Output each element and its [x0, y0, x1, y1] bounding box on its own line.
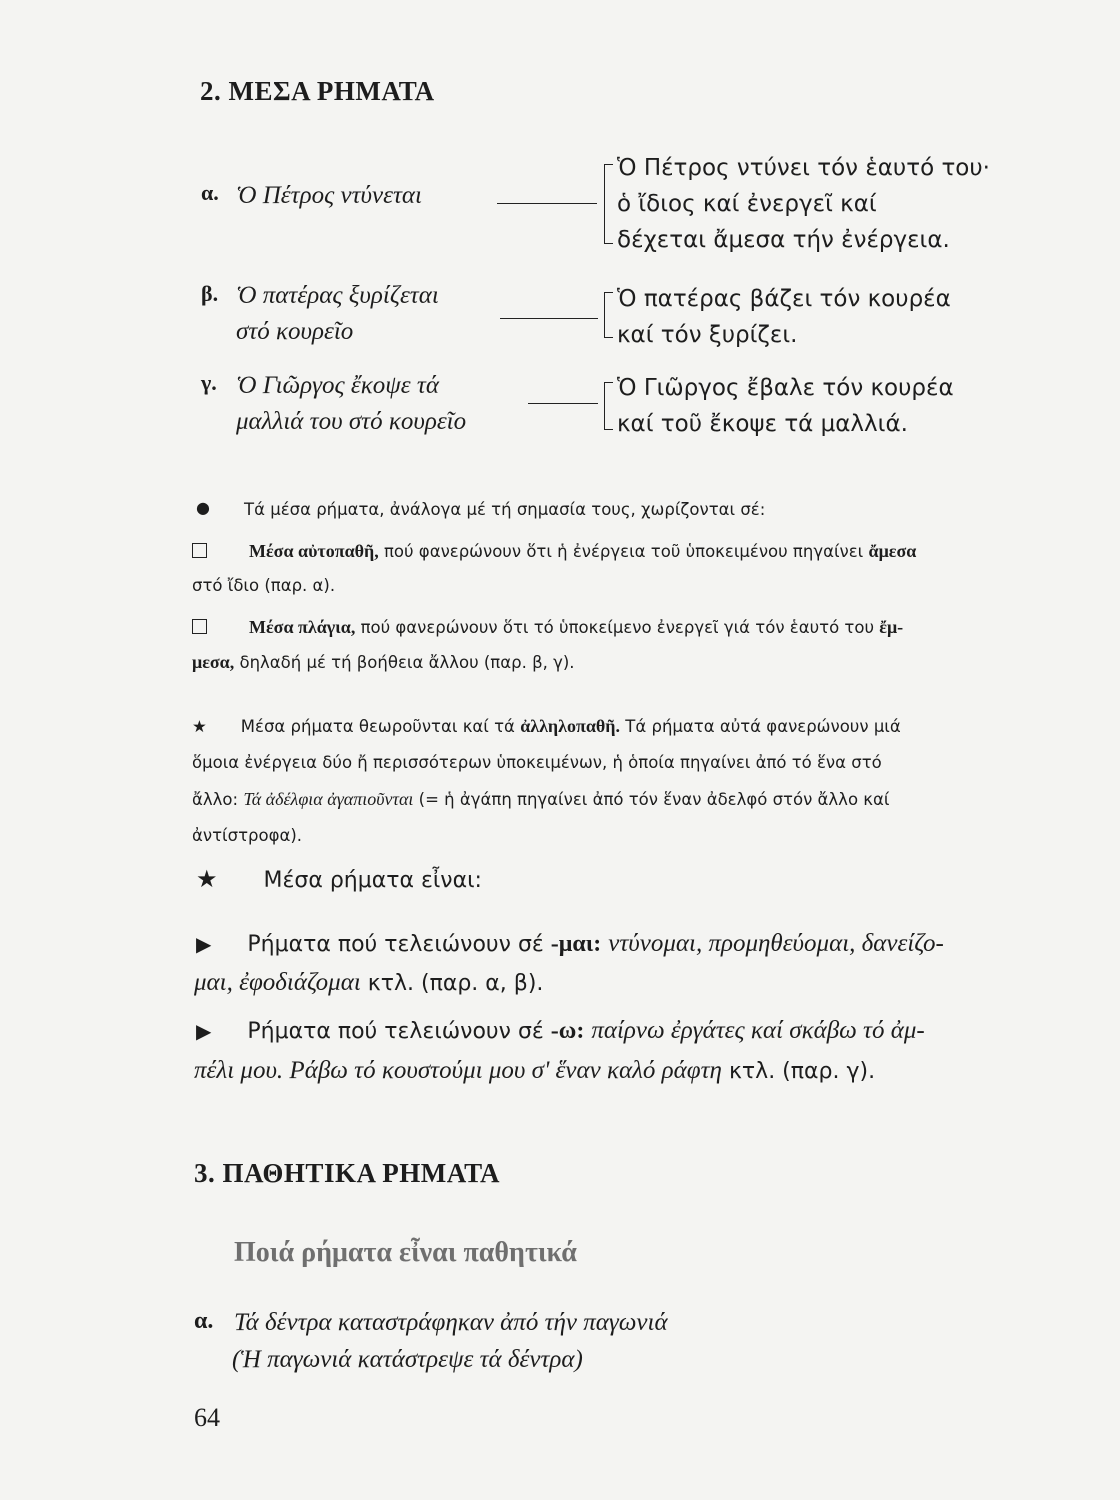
passive-example-line1: Τά δέντρα καταστράφηκαν ἀπό τήν παγωνιά	[234, 1309, 668, 1336]
italic-example: Τά ἀδέλφια ἀγαπιοῦνται	[243, 789, 414, 809]
passive-example-line2: (Ἡ παγωνιά κατάστρεψε τά δέντρα)	[232, 1346, 583, 1373]
italic-examples: παίρνω ἐργάτες καί σκάβω τό ἀμ-	[591, 1017, 925, 1044]
bracket	[604, 292, 613, 338]
bold-word: ἀλληλοπαθῆ.	[520, 716, 621, 736]
triangle-bullet-icon: ▶	[196, 932, 212, 956]
example-c-right-1: Ὁ Γιῶργος ἔβαλε τόν κουρέα	[617, 375, 954, 401]
example-b-left-2: στό κουρεῖο	[236, 318, 354, 345]
ending: -ω:	[550, 1018, 585, 1044]
type-reflexive	[192, 534, 1072, 603]
connector-line	[528, 403, 598, 404]
italic-examples: πέλι μου. Ράβω τό κουστούμι μου σ' ἕναν καλό ράφτη	[194, 1057, 722, 1084]
text: κτλ. (παρ. α, β).	[367, 971, 544, 996]
ending-mai	[196, 925, 944, 964]
italic-examples: ντύνομαι, προμηθεύομαι, δανείζο-	[608, 930, 944, 957]
term-reflexive: Μέσα αὐτοπαθῆ,	[249, 541, 379, 561]
connector-line	[497, 203, 597, 204]
example-b-right-2: καί τόν ξυρίζει.	[617, 322, 798, 348]
text: ὅμοια ἐνέργεια δύο ἤ περισσότερων ὑποκειμένων, ἡ ὁποία πηγαίνει ἀπό τό ἕνα στό	[192, 753, 882, 772]
ending: -μαι:	[550, 931, 602, 957]
example-c-label: γ.	[201, 370, 217, 395]
bracket	[604, 382, 613, 430]
ending-mai-line2	[194, 964, 543, 1003]
section-2-heading: 2. ΜΕΣΑ ΡΗΜΑΤΑ	[200, 76, 435, 106]
bold-word: μεσα,	[192, 652, 235, 672]
example-label: α.	[194, 1308, 214, 1334]
example-b-label: β.	[201, 281, 219, 306]
reciprocal-paragraph	[192, 708, 1072, 854]
text: Ρήματα πού τελειώνουν σέ	[247, 1019, 544, 1044]
ending-o	[196, 1012, 925, 1051]
triangle-bullet-icon: ▶	[196, 1019, 212, 1043]
text: δηλαδή μέ τή βοήθεια ἄλλου (παρ. β, γ).	[239, 653, 575, 672]
ending-o-line2	[194, 1052, 875, 1091]
example-b-right-1: Ὁ πατέρας βάζει τόν κουρέα	[617, 286, 951, 312]
bullet-dot: ●	[196, 498, 210, 517]
example-a-right-3: δέχεται ἄμεσα τήν ἐνέργεια.	[617, 227, 950, 253]
type-indirect	[192, 610, 1072, 680]
example-b-left-1: Ὁ πατέρας ξυρίζεται	[236, 282, 439, 309]
example-a-left: Ὁ Πέτρος ντύνεται	[236, 182, 422, 209]
text: ἄλλο:	[192, 790, 239, 809]
text: στό ἴδιο (παρ. α).	[192, 576, 336, 595]
term-indirect: Μέσα πλάγια,	[249, 617, 356, 637]
text: πού φανερώνουν ὅτι τό ὑποκείμενο ἐνεργεῖ γιά τόν ἑαυτό του	[360, 618, 874, 637]
section-3-subtitle: Ποιά ρήματα εἶναι παθητικά	[234, 1237, 577, 1268]
star-icon: ★	[196, 865, 218, 893]
bracket	[604, 164, 613, 244]
text: Τά ρήματα αὐτά φανερώνουν μιά	[625, 717, 901, 736]
are-title-text: Μέσα ρήματα εἶναι:	[263, 868, 482, 893]
bold-word: ἔμ-	[879, 617, 904, 637]
text: (= ἡ ἀγάπη πηγαίνει ἀπό τόν ἕναν ἀδελφό στόν ἄλλο καί	[418, 790, 890, 809]
bold-word: ἄμεσα	[868, 541, 917, 561]
text: ἀντίστροφα).	[192, 826, 303, 845]
checkbox-square	[192, 619, 207, 634]
italic-examples: μαι, ἐφοδιάζομαι	[194, 969, 361, 996]
bullet-intro: Τά μέσα ρήματα, ἀνάλογα μέ τή σημασία τους, χωρίζονται σέ:	[244, 500, 766, 519]
text: κτλ. (παρ. γ).	[728, 1059, 876, 1084]
text: Μέσα ρήματα θεωροῦνται καί τά	[240, 717, 515, 736]
example-c-left-1: Ὁ Γιῶργος ἔκοψε τά	[236, 372, 439, 399]
are-title	[196, 860, 482, 900]
example-c-right-2: καί τοῦ ἔκοψε τά μαλλιά.	[617, 411, 908, 437]
checkbox-square	[192, 543, 207, 558]
star-icon: ★	[192, 717, 207, 736]
example-a-label: α.	[201, 180, 219, 205]
connector-line	[500, 318, 598, 319]
text: πού φανερώνουν ὅτι ἡ ἐνέργεια τοῦ ὑποκειμένου πηγαίνει	[383, 542, 864, 561]
example-a-right-1: Ὁ Πέτρος ντύνει τόν ἑαυτό του·	[617, 155, 990, 181]
text: Ρήματα πού τελειώνουν σέ	[247, 932, 544, 957]
example-a-right-2: ὁ ἴδιος καί ἐνεργεῖ καί	[617, 191, 877, 217]
section-3-heading: 3. ΠΑΘΗΤΙΚΑ ΡΗΜΑΤΑ	[194, 1158, 500, 1188]
example-c-left-2: μαλλιά του στό κουρεῖο	[236, 408, 467, 435]
page-number: 64	[194, 1403, 220, 1432]
